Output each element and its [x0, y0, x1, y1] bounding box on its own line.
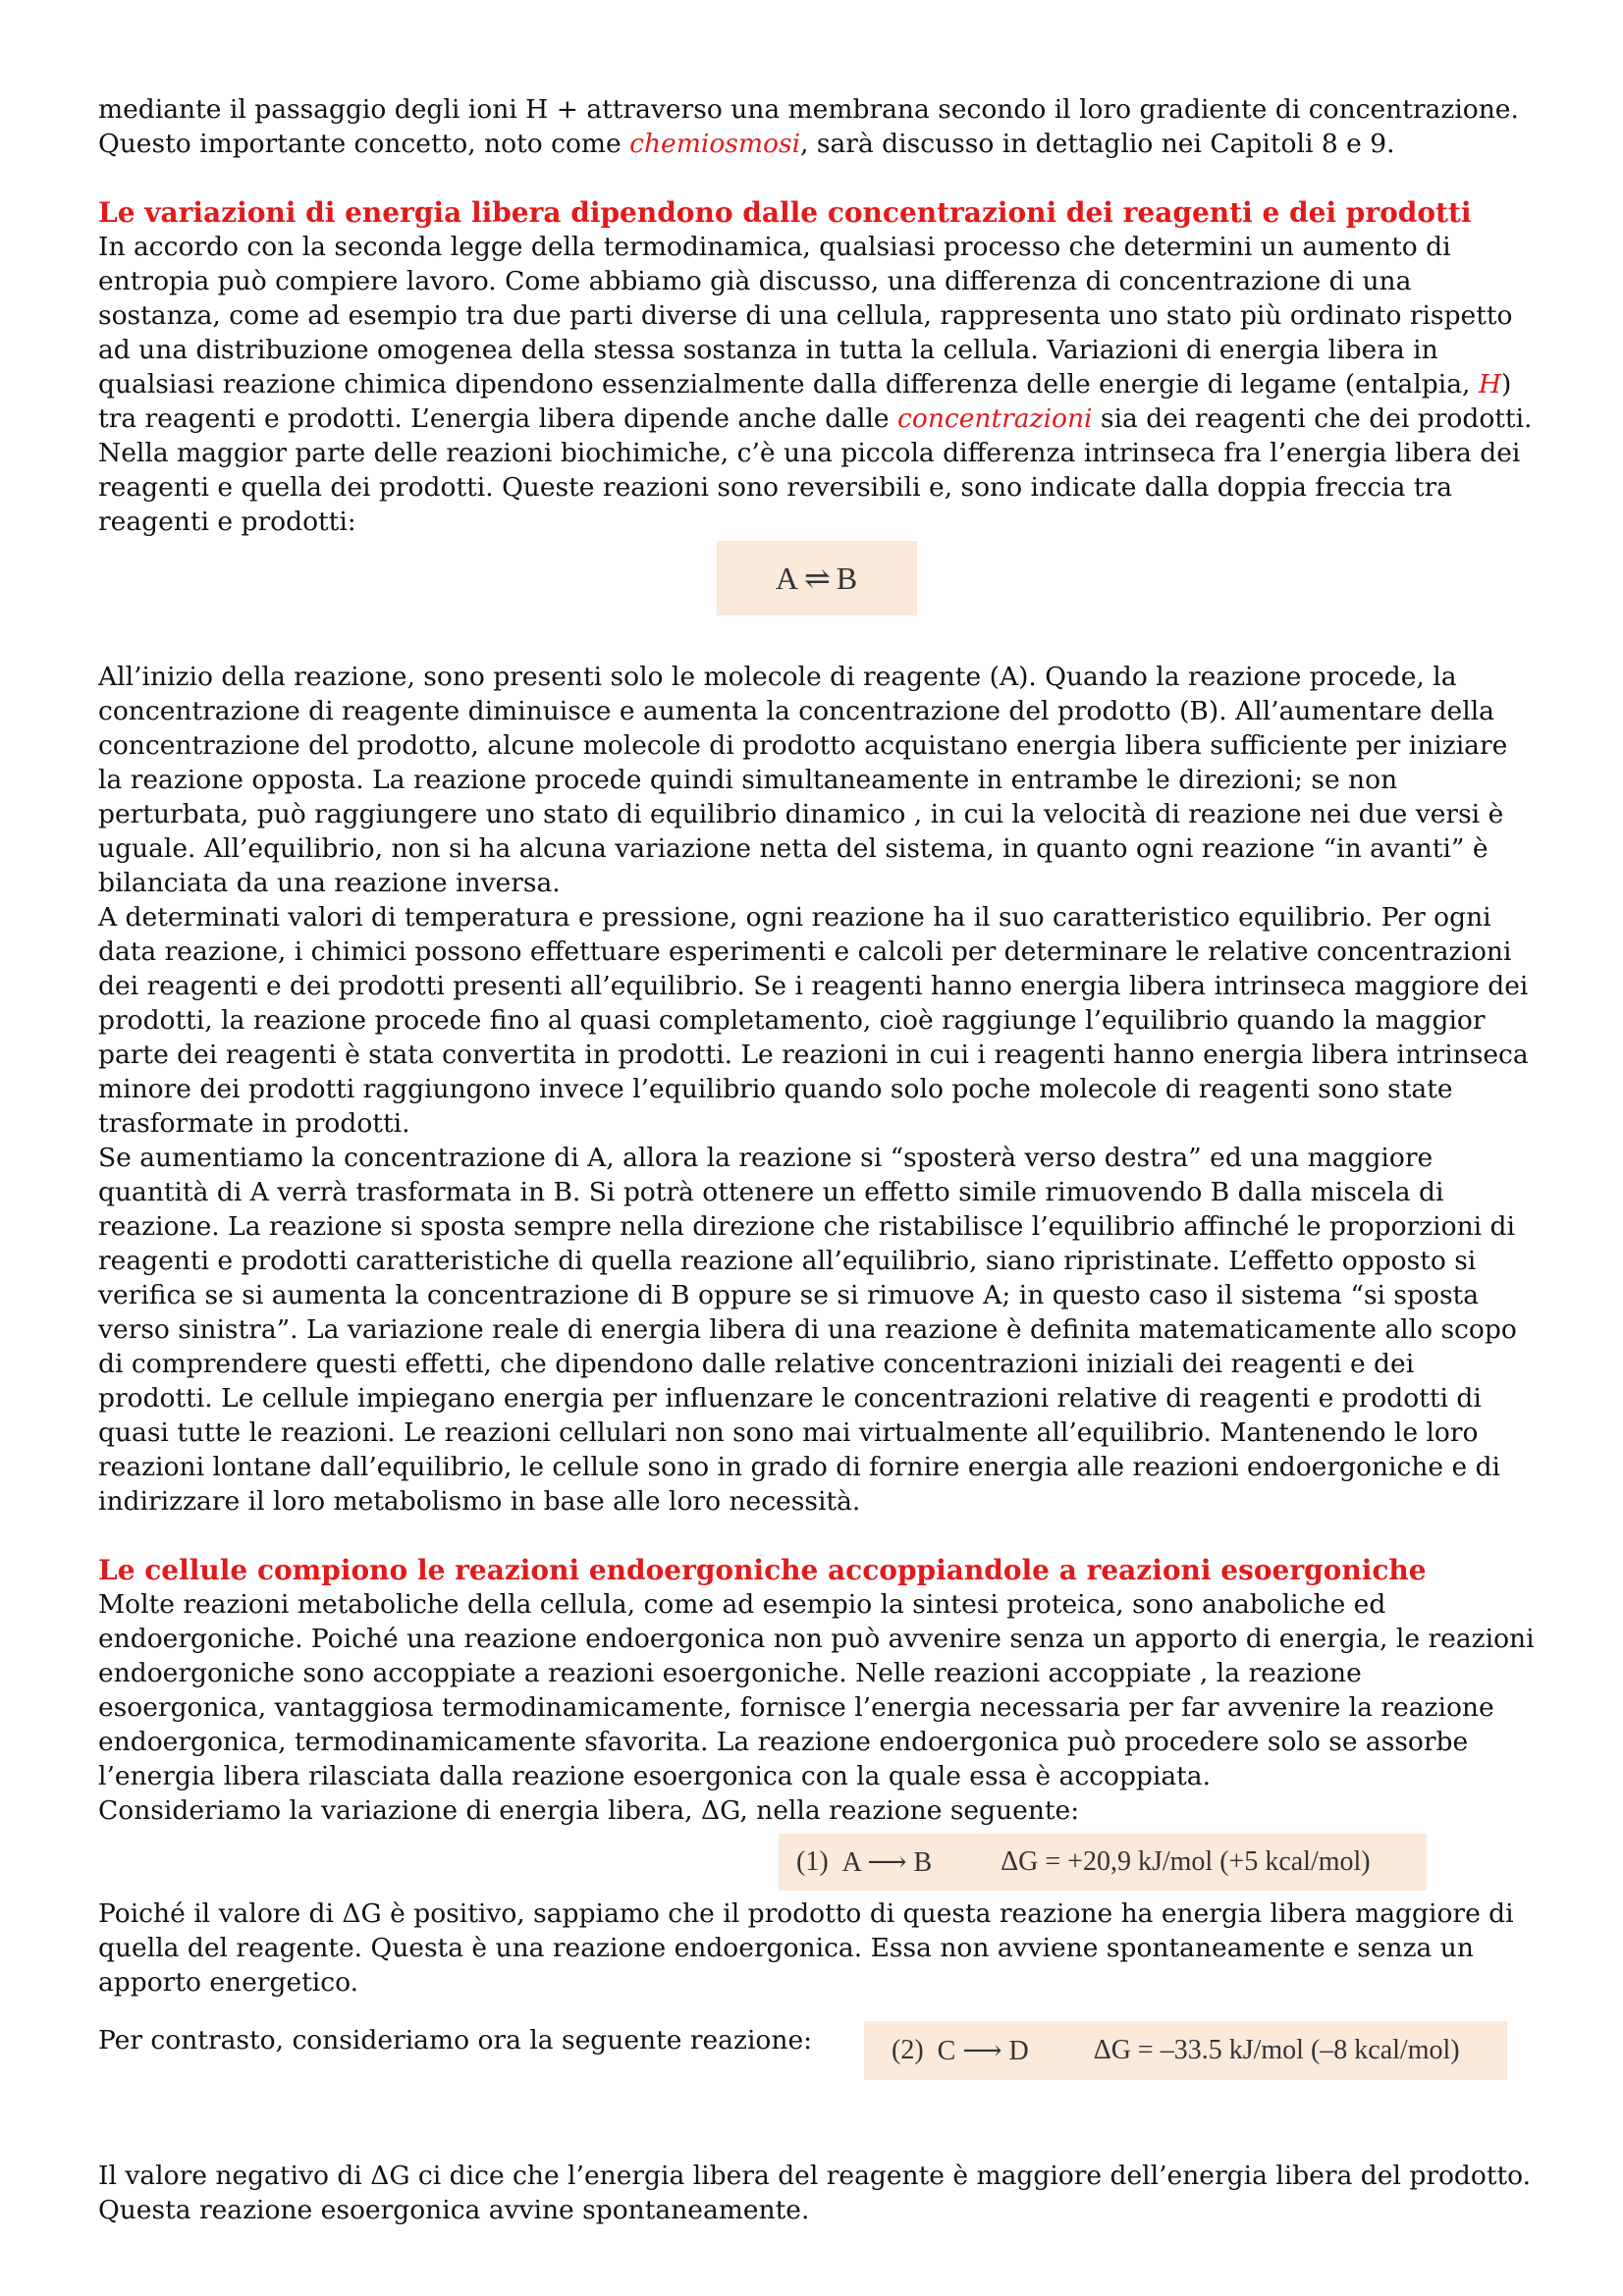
term-concentrazioni: concentrazioni — [897, 403, 1093, 434]
section-1-paragraph-3: A determinati valori di temperatura e pressione, ogni reazione ha il suo caratteristico equilibrio. Per ogni data reazione, i chimici possono effettuare esperimenti e calcoli per determinare le relative concentrazioni dei reagenti e dei prodotti presenti all’equilibrio. Se i reagenti hanno energia libera intrinseca maggiore dei prodotti, la reazione procede fino al quasi completamento, cioè raggiunge l’equilibrio quando la maggior parte dei reagenti è stata convertita in prodotti. Le reazioni in cui i reagenti hanno energia libera intrinseca minore dei prodotti raggiungono invece l’equilibrio quando solo poche molecole di reagenti sono state trasformate in prodotti. — [98, 902, 1529, 1139]
intro-line-1: mediante il passaggio degli ioni H + attraverso una membrana secondo il loro gradiente di concentrazione. — [98, 94, 1519, 125]
eq-reagent-a: A — [775, 560, 798, 596]
section-2-paragraph-4: Per contrasto, consideriamo ora la seguente reazione: — [98, 2024, 813, 2056]
intro-line-2-pre: Questo importante concetto, noto come — [98, 129, 630, 159]
eq-product-b: B — [836, 560, 858, 596]
section-2-heading: Le cellule compiono le reazioni endoergoniche accoppiandole a reazioni esoergoniche — [98, 1554, 1427, 1586]
s1-p1-part-a: In accordo con la seconda legge della termodinamica, qualsiasi processo che determini un aumento di entropia può compiere lavoro. Come abbiamo già discusso, una differenza di concentrazione di una sostanza, come ad esempio tra due parti diverse di una cellula, rappresenta uno stato più ordinato rispetto ad una distribuzione omogenea della stessa sostanza in tutta la cellula. Variazioni di energia libera in qualsiasi reazione chimica dipendono essenzialmente dalla differenza delle energie di legame (entalpia, — [98, 232, 1513, 400]
equation-2-row — [98, 2000, 1535, 2080]
equation-1-row — [98, 1834, 1427, 1891]
section-2-paragraph-3: Poiché il valore di ΔG è positivo, sappiamo che il prodotto di questa reazione ha energia libera maggiore di quella del reagente. Questa è una reazione endoergonica. Essa non avviene spontaneamente e senza un apporto energetico. — [98, 1898, 1514, 1998]
eq1-delta-g: ΔG = +20,9 kJ/mol (+5 kcal/mol) — [1001, 1846, 1371, 1877]
section-1-paragraph-1 — [98, 230, 1535, 539]
eq1-reaction: A ⟶ B — [841, 1847, 933, 1878]
equilibrium-equation — [98, 541, 1535, 615]
equation-box-2 — [864, 2021, 1507, 2080]
section-1-heading: Le variazioni di energia libera dipendono dalle concentrazioni dei reagenti e dei prodotti — [98, 196, 1472, 229]
s1-p1-part-b: ) tra reagenti e prodotti. L’energia libera dipende anche dalle — [98, 369, 1512, 434]
term-chemiosmosi: chemiosmosi — [629, 129, 801, 159]
s1-p1-part-c: sia dei reagenti che dei prodotti. Nella maggior parte delle reazioni biochimiche, c’è una piccola differenza intrinseca fra l’energia libera dei reagenti e quella dei prodotti. Queste reazioni sono reversibili e, sono indicate dalla doppia freccia tra reagenti e prodotti: — [98, 403, 1533, 537]
section-2-paragraph-1: Molte reazioni metaboliche della cellula, come ad esempio la sintesi proteica, sono anaboliche ed endoergoniche. Poiché una reazione endoergonica non può avvenire senza un apporto di energia, le reazioni endoergoniche sono accoppiate a reazioni esoergoniche. Nelle reazioni accoppiate , la reazione esoergonica, vantaggiosa termodinamicamente, fornisce l’energia necessaria per far avvenire la reazione endoergonica, termodinamicamente sfavorita. La reazione endoergonica può procedere solo se assorbe l’energia libera rilasciata dalla reazione esoergonica con la quale essa è accoppiata. — [98, 1589, 1535, 1791]
section-2-paragraph-5: Il valore negativo di ΔG ci dice che l’energia libera del reagente è maggiore dell’energia libera del prodotto. Questa reazione esoergonica avvine spontaneamente. — [98, 2161, 1532, 2225]
section-1-paragraph-4: Se aumentiamo la concentrazione di A, allora la reazione si “sposterà verso destra” ed una maggiore quantità di A verrà trasformata in B. Si potrà ottenere un effetto simile rimuovendo B dalla miscela di reazione. La reazione si sposta sempre nella direzione che ristabilisce l’equilibrio affinché le proporzioni di reagenti e prodotti caratteristiche di quella reazione all’equilibrio, siano ripristinate. L’effetto opposto si verifica se si aumenta la concentrazione di B oppure se si rimuove A; in questo caso il sistema “si sposta verso sinistra”. La variazione reale di energia libera di una reazione è definita matematicamente allo scopo di comprendere questi effetti, che dipendono dalle relative concentrazioni iniziali dei reagenti e dei prodotti. Le cellule impiegano energia per influenzare le concentrazioni relative di reagenti e prodotti di quasi tutte le reazioni. Le reazioni cellulari non sono mai virtualmente all’equilibrio. Mantenendo le loro reazioni lontane dall’equilibrio, le cellule sono in grado di fornire energia alle reazioni endoergoniche e di indirizzare il loro metabolismo in base alle loro necessità. — [98, 1143, 1517, 1517]
eq2-tag: (2) — [892, 2035, 924, 2065]
eq2-reaction: C ⟶ D — [937, 2036, 1029, 2066]
intro-paragraph — [98, 92, 1535, 161]
spacer — [98, 2080, 1535, 2159]
spacer — [98, 615, 1535, 660]
term-enthalpy-h: H — [1478, 369, 1502, 400]
section-2-paragraph-2: Consideriamo la variazione di energia libera, ΔG, nella reazione seguente: — [98, 1795, 1080, 1826]
intro-line-2-post: , sarà discusso in dettaglio nei Capitoli 8 e 9. — [800, 129, 1395, 159]
spacer — [98, 161, 1535, 195]
double-arrow-icon: ⇌ — [803, 561, 831, 596]
equation-box-1 — [779, 1834, 1427, 1891]
eq1-tag: (1) — [796, 1846, 829, 1877]
equation-box-a-b — [717, 541, 917, 615]
section-1-paragraph-2: All’inizio della reazione, sono presenti solo le molecole di reagente (A). Quando la reazione procede, la concentrazione di reagente diminuisce e aumenta la concentrazione del prodotto (B). All’aumentare della concentrazione del prodotto, alcune molecole di prodotto acquistano energia libera sufficiente per iniziare la reazione opposta. La reazione procede quindi simultaneamente in entrambe le direzioni; se non perturbata, può raggiungere uno stato di equilibrio dinamico , in cui la velocità di reazione nei due versi è uguale. All’equilibrio, non si ha alcuna variazione netta del sistema, in quanto ogni reazione “in avanti” è bilanciata da una reazione inversa. — [98, 662, 1508, 898]
spacer — [98, 1519, 1535, 1553]
eq2-delta-g: ΔG = –33.5 kJ/mol (–8 kcal/mol) — [1093, 2035, 1460, 2065]
